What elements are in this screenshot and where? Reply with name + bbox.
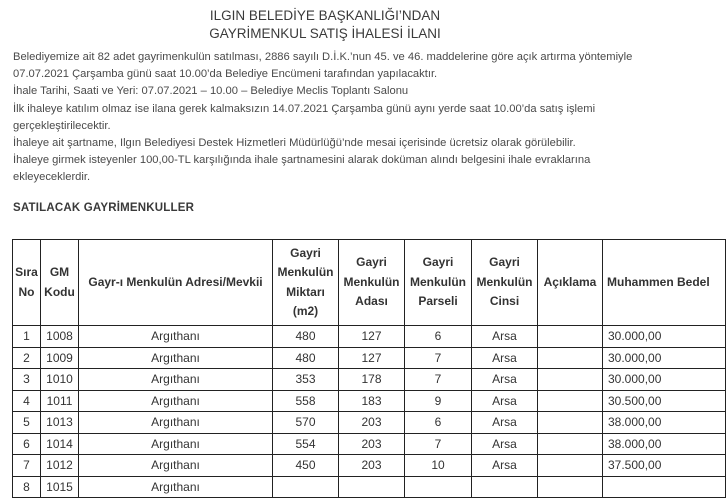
cell-bedel: 30.000,00 [603, 369, 726, 391]
table-row [13, 326, 726, 348]
cell-gm-kodu: 1010 [41, 369, 79, 391]
paragraph-date: İhale Tarihi, Saati ve Yeri: 07.07.2021 – 10.00 – Belediye Meclis Toplantı Salonu [13, 85, 409, 98]
cell-cinsi: Arsa [472, 412, 538, 434]
table-row [13, 433, 726, 455]
cell-parsel: 9 [405, 390, 472, 412]
table-row [13, 369, 726, 391]
announcement-title [0, 7, 650, 43]
cell-adres: Argıthanı [79, 455, 273, 477]
cell-ada: 203 [339, 433, 405, 455]
cell-parsel [405, 476, 472, 498]
cell-ada: 203 [339, 455, 405, 477]
table-row [13, 476, 726, 498]
cell-bedel: 38.000,00 [603, 433, 726, 455]
cell-ada [339, 476, 405, 498]
cell-adres: Argıthanı [79, 326, 273, 348]
col-header-miktar: Gayri Menkulün Miktarı (m2) [273, 240, 339, 326]
cell-sira: 1 [13, 326, 41, 348]
cell-parsel: 6 [405, 412, 472, 434]
cell-cinsi: Arsa [472, 347, 538, 369]
cell-cinsi: Arsa [472, 433, 538, 455]
cell-bedel: 37.500,00 [603, 455, 726, 477]
cell-parsel: 7 [405, 369, 472, 391]
col-header-gm-kodu: GM Kodu [41, 240, 79, 326]
table-row [13, 390, 726, 412]
cell-miktar: 450 [273, 455, 339, 477]
cell-bedel [603, 476, 726, 498]
title-line-2: GAYRİMENKUL SATIŞ İHALESİ İLANI [209, 26, 441, 41]
cell-cinsi: Arsa [472, 455, 538, 477]
col-header-bedel: Muhammen Bedel [603, 240, 726, 326]
cell-ada: 183 [339, 390, 405, 412]
cell-gm-kodu: 1012 [41, 455, 79, 477]
paragraph-second-tender: İlk ihaleye katılım olmaz ise ilana gerek kalmaksızın 14.07.2021 Çarşamba günü aynı yerde saat 10.00’da satış işlemi gerçekleştirilecektir. [13, 102, 596, 132]
col-header-aciklama: Açıklama [538, 240, 603, 326]
table-header-row [13, 240, 726, 326]
col-header-sira: Sıra No [13, 240, 41, 326]
property-table [12, 239, 726, 498]
cell-cinsi [472, 476, 538, 498]
paragraph-fee: İhaleye girmek isteyenler 100,00-TL karşılığında ihale şartnamesini alarak doküman alındı belgesini ihale evraklarına ekleyeceklerdir. [13, 154, 591, 184]
cell-cinsi: Arsa [472, 390, 538, 412]
cell-gm-kodu: 1013 [41, 412, 79, 434]
table-row [13, 347, 726, 369]
cell-miktar: 480 [273, 326, 339, 348]
cell-miktar: 570 [273, 412, 339, 434]
cell-gm-kodu: 1014 [41, 433, 79, 455]
cell-parsel: 10 [405, 455, 472, 477]
cell-sira: 8 [13, 476, 41, 498]
cell-bedel: 30.000,00 [603, 347, 726, 369]
cell-aciklama [538, 455, 603, 477]
cell-bedel: 30.500,00 [603, 390, 726, 412]
cell-aciklama [538, 433, 603, 455]
cell-gm-kodu: 1015 [41, 476, 79, 498]
paragraph-specification: İhaleye ait şartname, Ilgın Belediyesi Destek Hizmetleri Müdürlüğü’nde mesai içerisinde ücretsiz olarak görülebilir. [13, 137, 576, 150]
table-row [13, 455, 726, 477]
cell-miktar [273, 476, 339, 498]
property-table-container [12, 239, 710, 494]
cell-adres: Argıthanı [79, 390, 273, 412]
cell-parsel: 7 [405, 433, 472, 455]
cell-bedel: 38.000,00 [603, 412, 726, 434]
cell-cinsi: Arsa [472, 369, 538, 391]
cell-aciklama [538, 390, 603, 412]
cell-gm-kodu: 1009 [41, 347, 79, 369]
cell-adres: Argıthanı [79, 433, 273, 455]
cell-miktar: 480 [273, 347, 339, 369]
cell-miktar: 558 [273, 390, 339, 412]
cell-cinsi: Arsa [472, 326, 538, 348]
paragraph-intro: Belediyemize ait 82 adet gayrimenkulün satılması, 2886 sayılı D.İ.K.’nun 45. ve 46. maddelerine göre açık artırma yöntemiyle 07.07.2021 Çarşamba günü saat 10.00’da Belediye Encümeni tarafından yapılacaktır. [13, 51, 633, 81]
cell-sira: 3 [13, 369, 41, 391]
cell-ada: 127 [339, 347, 405, 369]
cell-sira: 6 [13, 433, 41, 455]
cell-adres: Argıthanı [79, 412, 273, 434]
table-row [13, 412, 726, 434]
cell-bedel: 30.000,00 [603, 326, 726, 348]
cell-adres: Argıthanı [79, 476, 273, 498]
cell-miktar: 353 [273, 369, 339, 391]
cell-adres: Argıthanı [79, 347, 273, 369]
cell-aciklama [538, 476, 603, 498]
cell-ada: 178 [339, 369, 405, 391]
section-heading: SATILACAK GAYRİMENKULLER [13, 201, 195, 214]
cell-aciklama [538, 369, 603, 391]
cell-ada: 203 [339, 412, 405, 434]
announcement-page [0, 7, 710, 494]
cell-aciklama [538, 326, 603, 348]
cell-miktar: 554 [273, 433, 339, 455]
cell-parsel: 7 [405, 347, 472, 369]
title-line-1: ILGIN BELEDİYE BAŞKANLIĞI’NDAN [209, 8, 441, 23]
col-header-adres: Gayr-ı Menkulün Adresi/Mevkii [79, 240, 273, 326]
table-body [13, 326, 726, 498]
col-header-parsel: Gayri Menkulün Parseli [405, 240, 472, 326]
cell-sira: 2 [13, 347, 41, 369]
cell-ada: 127 [339, 326, 405, 348]
cell-aciklama [538, 347, 603, 369]
cell-parsel: 6 [405, 326, 472, 348]
cell-adres: Argıthanı [79, 369, 273, 391]
col-header-ada: Gayri Menkulün Adası [339, 240, 405, 326]
announcement-body [13, 49, 643, 187]
cell-sira: 5 [13, 412, 41, 434]
cell-sira: 7 [13, 455, 41, 477]
cell-aciklama [538, 412, 603, 434]
cell-gm-kodu: 1008 [41, 326, 79, 348]
col-header-cinsi: Gayri Menkulün Cinsi [472, 240, 538, 326]
cell-gm-kodu: 1011 [41, 390, 79, 412]
cell-sira: 4 [13, 390, 41, 412]
